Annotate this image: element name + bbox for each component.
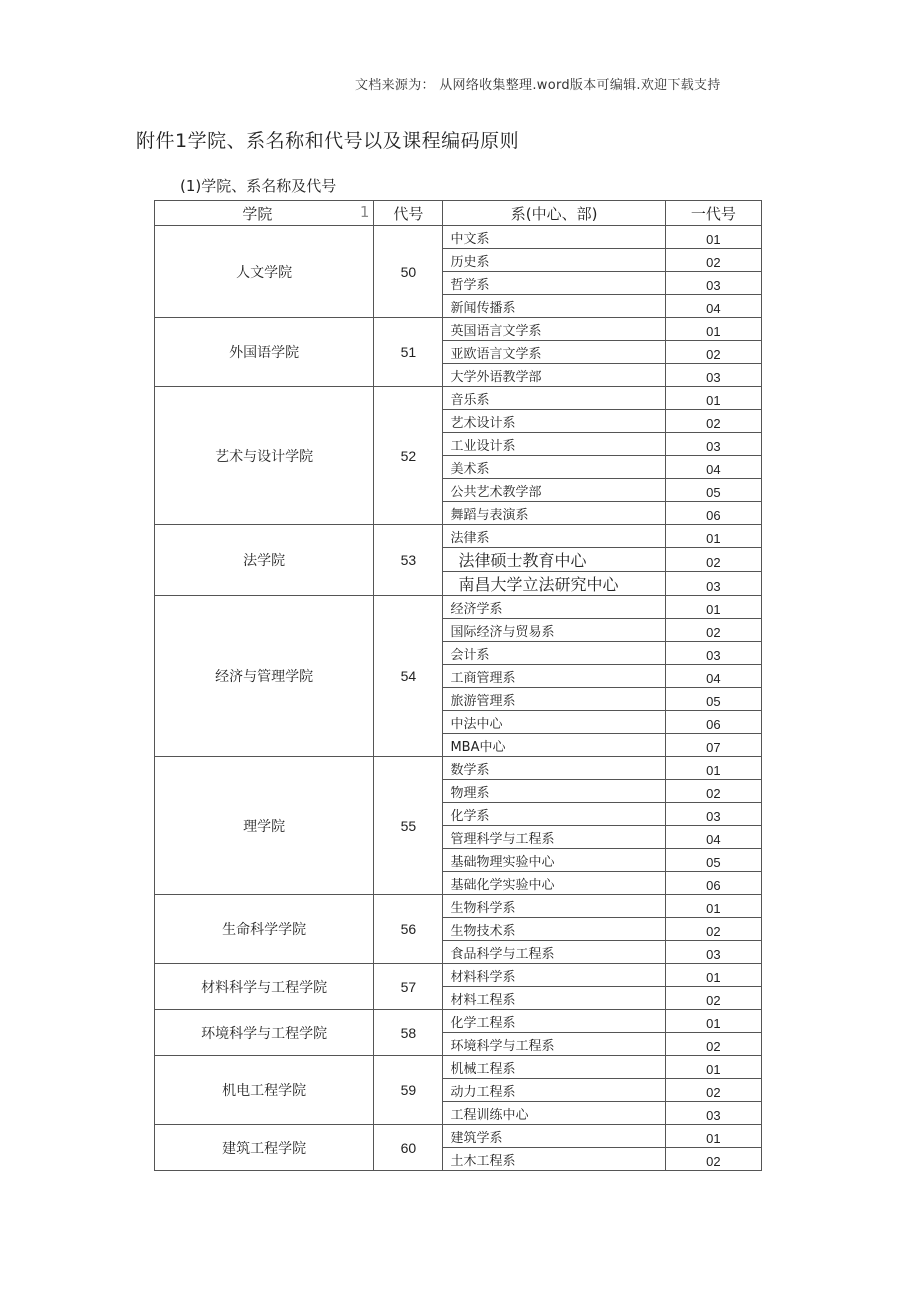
dept-code: 01 — [665, 895, 761, 918]
header-dept-code: 一代号 — [665, 201, 761, 226]
dept-code: 06 — [665, 711, 761, 734]
dept-code: 07 — [665, 734, 761, 757]
dept-code: 02 — [665, 987, 761, 1010]
dept-name: 法律硕士教育中心 — [443, 548, 665, 572]
dept-name: 美术系 — [443, 456, 665, 479]
dept-name: 基础物理实验中心 — [443, 849, 665, 872]
header-college-mark: 1 — [359, 202, 370, 221]
dept-name: 化学系 — [443, 803, 665, 826]
dept-name: 新闻传播系 — [443, 295, 665, 318]
dept-code: 02 — [665, 1148, 761, 1171]
dept-code: 01 — [665, 1010, 761, 1033]
dept-name: 中文系 — [443, 226, 665, 249]
dept-code: 02 — [665, 918, 761, 941]
dept-name: 英国语言文学系 — [443, 318, 665, 341]
table-row — [155, 226, 762, 249]
college-name: 人文学院 — [155, 226, 374, 318]
table-row — [155, 895, 762, 918]
table-row — [155, 1056, 762, 1079]
dept-name: 哲学系 — [443, 272, 665, 295]
dept-code: 02 — [665, 1079, 761, 1102]
dept-code: 01 — [665, 387, 761, 410]
dept-name: 工程训练中心 — [443, 1102, 665, 1125]
dept-name: 管理科学与工程系 — [443, 826, 665, 849]
college-code-table — [154, 200, 762, 1171]
dept-code: 01 — [665, 226, 761, 249]
dept-code: 06 — [665, 872, 761, 895]
dept-code: 02 — [665, 548, 761, 572]
header-code: 代号 — [374, 201, 443, 226]
dept-name: 材料科学系 — [443, 964, 665, 987]
dept-name: 工商管理系 — [443, 665, 665, 688]
dept-name: 物理系 — [443, 780, 665, 803]
dept-name: 经济学系 — [443, 596, 665, 619]
dept-name: 音乐系 — [443, 387, 665, 410]
dept-code: 06 — [665, 502, 761, 525]
dept-code: 02 — [665, 410, 761, 433]
dept-name: 数学系 — [443, 757, 665, 780]
dept-code: 01 — [665, 964, 761, 987]
table-row — [155, 596, 762, 619]
table-row — [155, 525, 762, 548]
dept-name: 生物技术系 — [443, 918, 665, 941]
table-row — [155, 964, 762, 987]
college-code: 59 — [374, 1056, 443, 1125]
college-code: 55 — [374, 757, 443, 895]
college-name: 理学院 — [155, 757, 374, 895]
dept-name: 旅游管理系 — [443, 688, 665, 711]
college-name: 材料科学与工程学院 — [155, 964, 374, 1010]
college-code: 56 — [374, 895, 443, 964]
college-code: 50 — [374, 226, 443, 318]
dept-code: 02 — [665, 619, 761, 642]
dept-name: 环境科学与工程系 — [443, 1033, 665, 1056]
college-code: 53 — [374, 525, 443, 596]
dept-code: 01 — [665, 318, 761, 341]
header-college — [155, 201, 374, 226]
dept-code: 03 — [665, 364, 761, 387]
table-row — [155, 387, 762, 410]
college-name: 艺术与设计学院 — [155, 387, 374, 525]
dept-code: 02 — [665, 1033, 761, 1056]
dept-name: 基础化学实验中心 — [443, 872, 665, 895]
dept-code: 02 — [665, 341, 761, 364]
document-title: 附件1学院、系名称和代号以及课程编码原则 — [136, 130, 520, 152]
college-code: 52 — [374, 387, 443, 525]
dept-code: 01 — [665, 757, 761, 780]
dept-name: 建筑学系 — [443, 1125, 665, 1148]
dept-code: 03 — [665, 941, 761, 964]
dept-code: 01 — [665, 1125, 761, 1148]
dept-code: 05 — [665, 479, 761, 502]
dept-name: 会计系 — [443, 642, 665, 665]
dept-name: 工业设计系 — [443, 433, 665, 456]
college-name: 环境科学与工程学院 — [155, 1010, 374, 1056]
dept-name: 国际经济与贸易系 — [443, 619, 665, 642]
dept-code: 04 — [665, 456, 761, 479]
dept-name: 公共艺术教学部 — [443, 479, 665, 502]
dept-name: 食品科学与工程系 — [443, 941, 665, 964]
dept-name: 舞蹈与表演系 — [443, 502, 665, 525]
dept-code: 03 — [665, 272, 761, 295]
table-header-row — [155, 201, 762, 226]
dept-name: 大学外语教学部 — [443, 364, 665, 387]
dept-name: 化学工程系 — [443, 1010, 665, 1033]
dept-code: 01 — [665, 596, 761, 619]
dept-code: 02 — [665, 249, 761, 272]
header-college-label: 学院 — [242, 204, 273, 223]
dept-code: 01 — [665, 525, 761, 548]
dept-code: 03 — [665, 642, 761, 665]
college-code: 57 — [374, 964, 443, 1010]
dept-name: 亚欧语言文学系 — [443, 341, 665, 364]
dept-name: 中法中心 — [443, 711, 665, 734]
table-row — [155, 1010, 762, 1033]
college-code: 58 — [374, 1010, 443, 1056]
table-row — [155, 757, 762, 780]
dept-code: 05 — [665, 688, 761, 711]
dept-name: 材料工程系 — [443, 987, 665, 1010]
dept-code: 04 — [665, 826, 761, 849]
table-row — [155, 318, 762, 341]
dept-name: 南昌大学立法研究中心 — [443, 572, 665, 596]
dept-code: 03 — [665, 433, 761, 456]
college-code: 60 — [374, 1125, 443, 1171]
college-name: 建筑工程学院 — [155, 1125, 374, 1171]
college-code: 54 — [374, 596, 443, 757]
college-name: 外国语学院 — [155, 318, 374, 387]
dept-name: 动力工程系 — [443, 1079, 665, 1102]
table-row — [155, 1125, 762, 1148]
dept-name: 历史系 — [443, 249, 665, 272]
dept-code: 04 — [665, 295, 761, 318]
college-name: 法学院 — [155, 525, 374, 596]
dept-name: MBA中心 — [443, 734, 665, 757]
dept-code: 01 — [665, 1056, 761, 1079]
college-name: 机电工程学院 — [155, 1056, 374, 1125]
source-note: 文档来源为： 从网络收集整理.word版本可编辑.欢迎下载支持 — [355, 78, 721, 93]
dept-code: 04 — [665, 665, 761, 688]
header-dept: 系(中心、部) — [443, 201, 665, 226]
dept-code: 05 — [665, 849, 761, 872]
college-code: 51 — [374, 318, 443, 387]
college-name: 生命科学学院 — [155, 895, 374, 964]
dept-code: 02 — [665, 780, 761, 803]
dept-name: 生物科学系 — [443, 895, 665, 918]
dept-name: 法律系 — [443, 525, 665, 548]
college-name: 经济与管理学院 — [155, 596, 374, 757]
dept-code: 03 — [665, 572, 761, 596]
section-title: (1)学院、系名称及代号 — [180, 177, 337, 195]
dept-code: 03 — [665, 1102, 761, 1125]
dept-code: 03 — [665, 803, 761, 826]
dept-name: 土木工程系 — [443, 1148, 665, 1171]
dept-name: 艺术设计系 — [443, 410, 665, 433]
dept-name: 机械工程系 — [443, 1056, 665, 1079]
